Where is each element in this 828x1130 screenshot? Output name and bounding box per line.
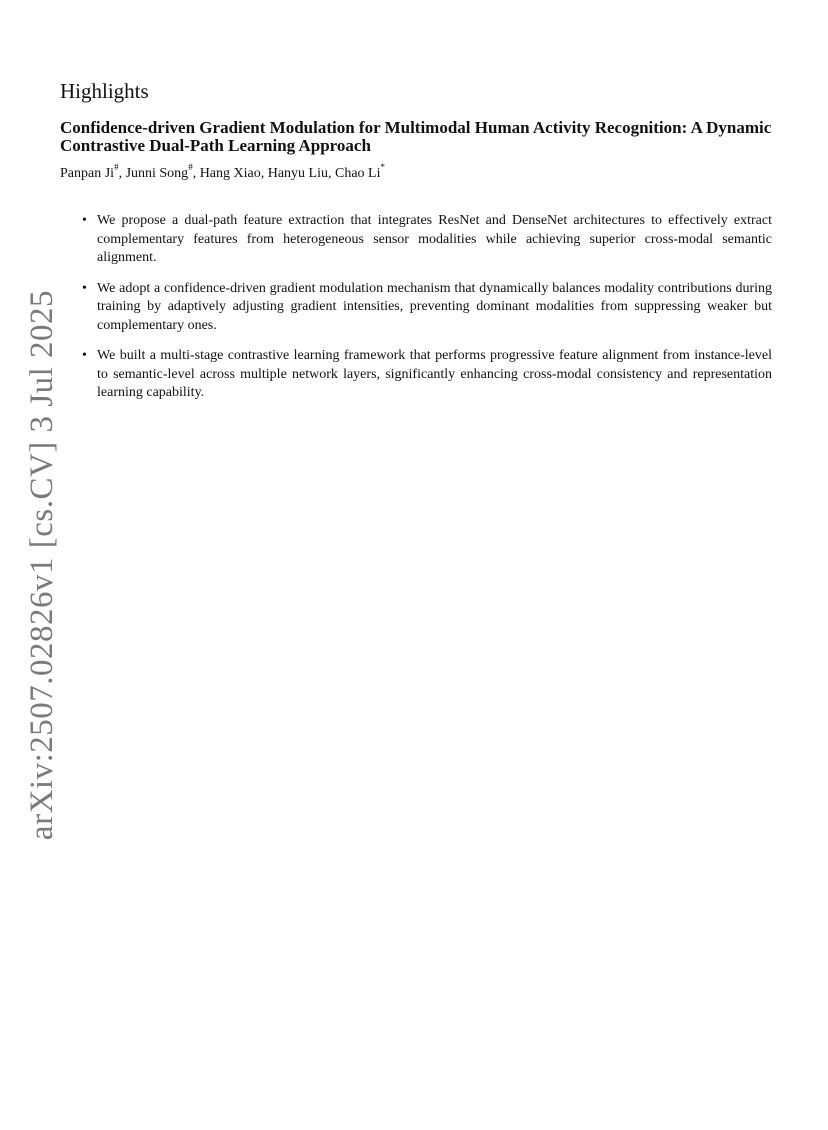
author-mark: # bbox=[188, 162, 193, 173]
author-name: Panpan Ji bbox=[60, 166, 115, 181]
author-mark: * bbox=[380, 162, 385, 173]
highlight-text: We built a multi-stage contrastive learning framework that performs progressive feature alignment from instance-level to semantic-level across multiple network layers, significantly enhancing cross-modal consistency and representation learning capability. bbox=[97, 348, 772, 400]
author-name: Junni Song bbox=[125, 166, 189, 181]
author-name: Hang Xiao bbox=[199, 166, 261, 181]
author-name: Chao Li bbox=[335, 166, 381, 181]
paper-title: Confidence-driven Gradient Modulation for Multimodal Human Activity Recognition: A Dynamic Contrastive Dual-Path Learning Approach bbox=[60, 118, 772, 155]
author bbox=[60, 162, 126, 181]
arxiv-identifier-stamp: arXiv:2507.02826v1 [cs.CV] 3 Jul 2025 bbox=[24, 289, 60, 841]
author bbox=[335, 162, 385, 181]
author bbox=[125, 162, 200, 181]
author-separator: , bbox=[260, 166, 268, 181]
highlight-item bbox=[82, 212, 772, 268]
bullet-icon: • bbox=[82, 348, 87, 363]
author bbox=[268, 166, 335, 181]
highlights-heading: Highlights bbox=[60, 79, 149, 103]
author-separator: , bbox=[192, 166, 200, 181]
author-list bbox=[60, 162, 385, 183]
highlight-text: We adopt a confidence-driven gradient modulation mechanism that dynamically balances modality contributions during training by adaptively adjusting gradient intensities, preventing dominant modalities from suppressing weaker but complementary ones. bbox=[97, 280, 772, 333]
highlight-text: We propose a dual-path feature extraction that integrates ResNet and DenseNet architectures to effectively extract complementary features from heterogeneous sensor modalities while achieving superior cross-modal semantic alignment. bbox=[97, 213, 772, 265]
author-separator: , bbox=[118, 166, 126, 181]
author bbox=[200, 166, 268, 181]
bullet-icon: • bbox=[82, 213, 87, 228]
bullet-icon: • bbox=[82, 280, 87, 296]
highlight-item bbox=[82, 280, 772, 336]
author-mark: # bbox=[114, 162, 119, 173]
highlights-list bbox=[82, 212, 772, 415]
author-name: Hanyu Liu bbox=[267, 166, 328, 181]
author-separator: , bbox=[328, 166, 335, 181]
highlight-item bbox=[82, 347, 772, 403]
